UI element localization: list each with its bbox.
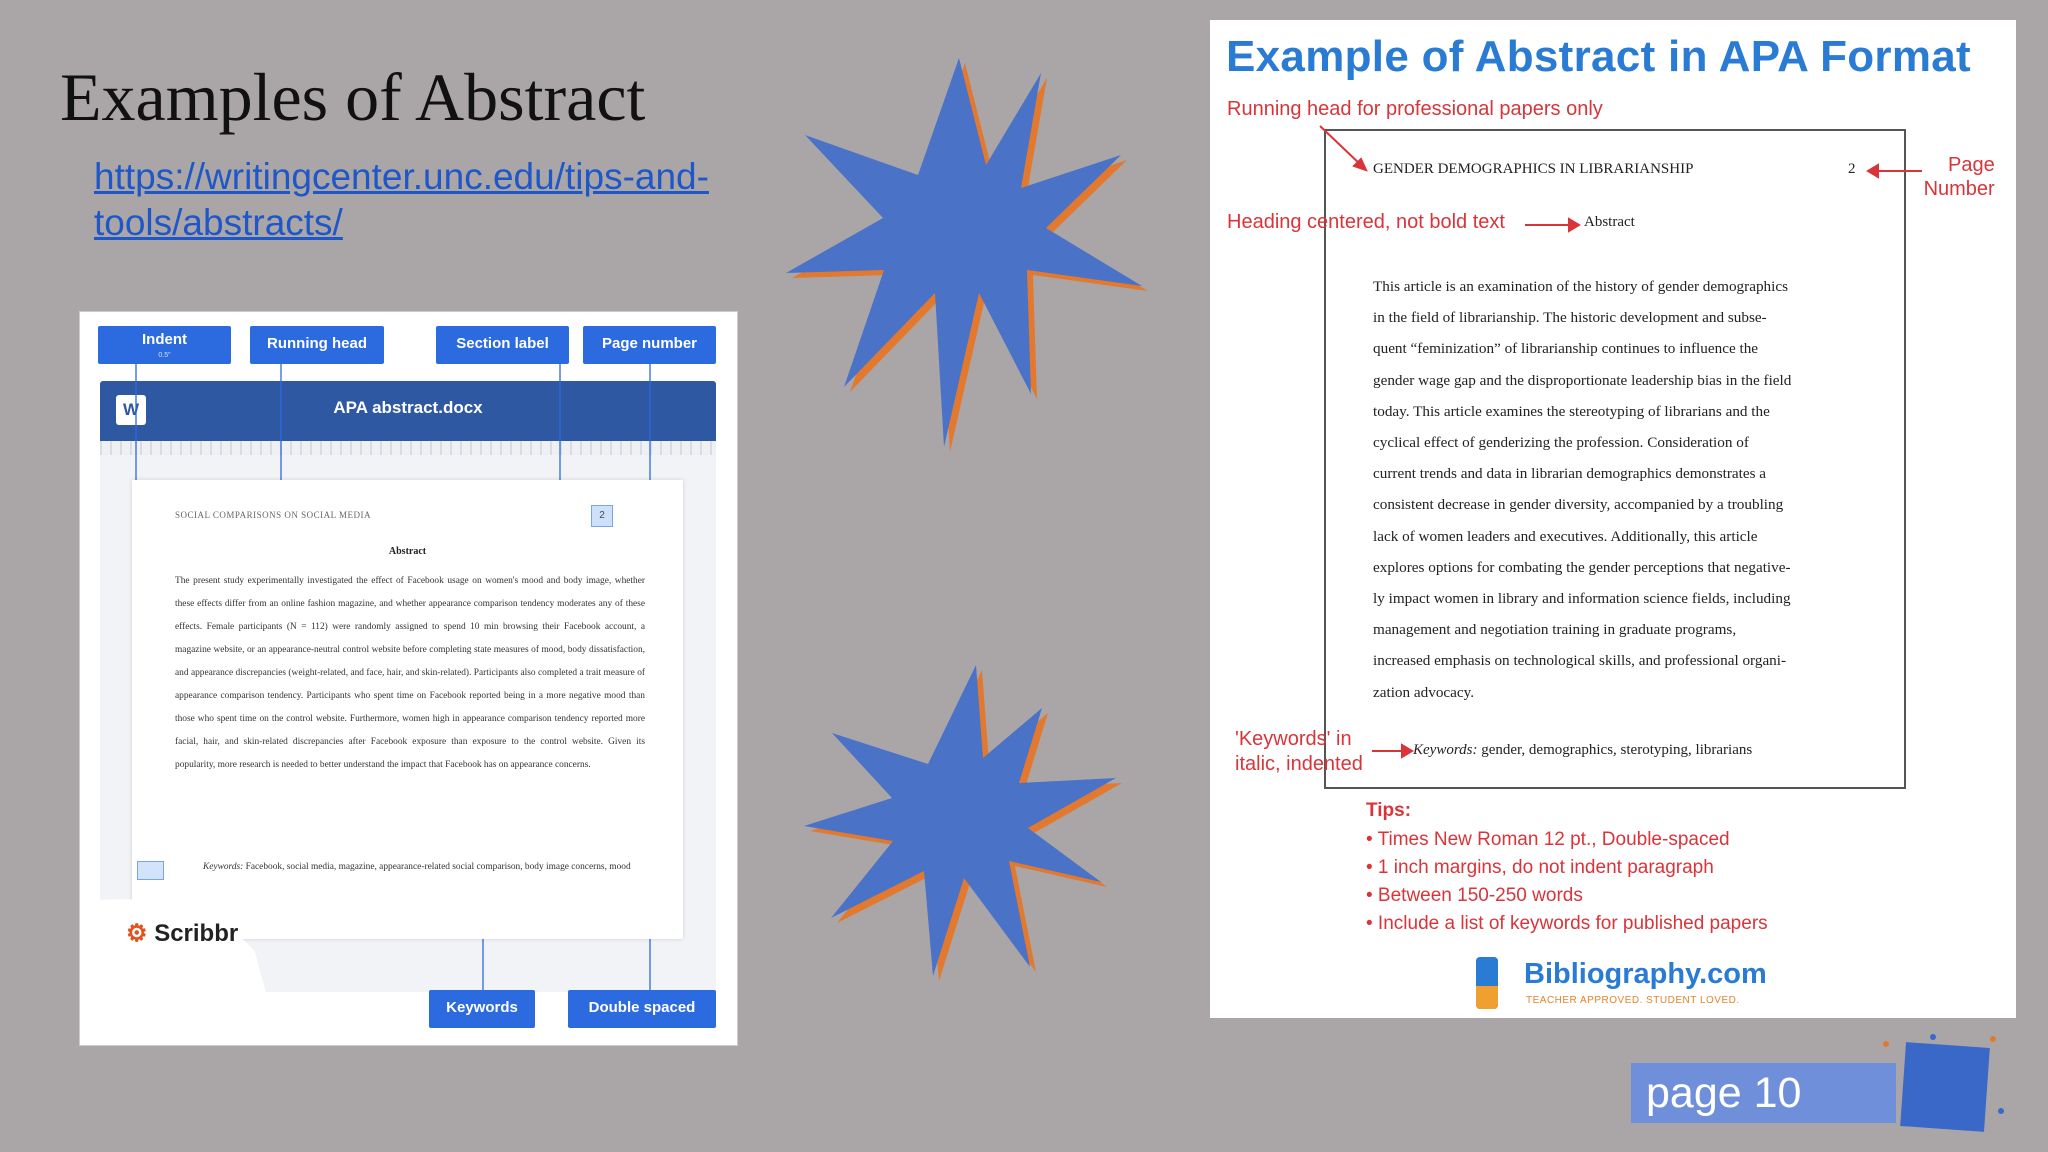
apa-running-head: GENDER DEMOGRAPHICS IN LIBRARIANSHIP <box>1373 161 1694 177</box>
scribbr-page-number: 2 <box>591 505 613 527</box>
running-head-tag: Running head <box>250 326 384 364</box>
apa-example-image <box>1210 20 2016 1018</box>
decor-dot <box>1883 1041 1889 1047</box>
apa-image-title: Example of Abstract in APA Format <box>1226 32 1971 81</box>
indent-tag: Indent 0.5" <box>98 326 231 364</box>
scribbr-abstract-text: The present study experimentally investigated the effect of Facebook usage on women's mood and body image, whether these effects differ from an online fashion magazine, and whether appearance comparison tendency moderates any of these effects. Female participants (N = 112) were randomly assigned to spend 10 min browsing their Facebook account, a magazine website, or an appearance-neutral control website before completing state measures of mood, body dissatisfaction, and appearance discrepancies (weight-related, and face, hair, and skin-related). Participants also completed a trait measure of appearance comparison tendency. Participants who spent time on Facebook reported being in a more negative mood than those who spent time on the control website. Furthermore, women high in appearance comparison tendency reported more facial, hair, and skin-related discrepancies after Facebook exposure than exposure to the control website. Given its popularity, more research is needed to better understand the impact that Facebook has on appearance concerns. <box>175 576 645 770</box>
graduation-cap-icon: ⚙ <box>126 920 148 947</box>
starburst-top <box>778 55 1158 455</box>
scribbr-logo: ⚙ Scribbr <box>126 920 239 947</box>
apa-page-number: 2 <box>1848 161 1856 177</box>
apa-abstract-text: This article is an examination of the history of gender demographics in the field of librarianship. The historic development and subse- quent “feminization” of librarianship continues to influence the gender wage gap and the disproportionate leadership bias in the field today. This article examines the stereotyping of librarians and the cyclical effect of genderizing the profession. Consideration of current trends and data in librarian demographics demonstrates a consistent decrease in gender diversity, accompanied by a troubling lack of women leaders and executives. Additionally, this article explores options for combating the gender perceptions that negative- ly impact women in library and information science fields, including management and negotiation training in graduate programs, increased emphasis on technological skills, and professional organi- zation advocacy. <box>1373 278 1792 701</box>
apa-abstract-heading: Abstract <box>1584 214 1635 230</box>
apa-keywords: Keywords: gender, demographics, sterotyping, librarians <box>1413 742 1753 758</box>
decor-dot <box>1990 1036 1996 1042</box>
scribbr-abstract-heading: Abstract <box>388 546 427 557</box>
scribbr-example-image <box>79 311 738 1046</box>
window-title: APA abstract.docx <box>333 398 483 417</box>
tip-item: • Include a list of keywords for published papers <box>1366 913 1768 934</box>
tip-item: • Times New Roman 12 pt., Double-spaced <box>1366 829 1730 850</box>
slide-title: Examples of Abstract <box>60 59 646 135</box>
tip-item: • 1 inch margins, do not indent paragraph <box>1366 857 1714 878</box>
annotation-running-head: Running head for professional papers only <box>1227 98 1603 120</box>
starburst-bottom <box>798 660 1123 990</box>
bibliography-logo-accent <box>1476 986 1498 1009</box>
page-number-tag: Page number <box>583 326 716 364</box>
section-label-tag: Section label <box>436 326 569 364</box>
scribbr-keywords: Keywords: Facebook, social media, magazine, appearance-related social comparison, body image concerns, mood <box>203 862 631 872</box>
scribbr-running-head: SOCIAL COMPARISONS ON SOCIAL MEDIA <box>175 510 372 520</box>
word-icon: W <box>116 395 146 425</box>
annotation-page-number: Page Number <box>1923 154 1995 200</box>
double-spaced-tag: Double spaced <box>568 990 716 1028</box>
annotation-heading: Heading centered, not bold text <box>1227 211 1505 233</box>
tip-item: • Between 150-250 words <box>1366 885 1583 906</box>
bibliography-brand: Bibliography.com <box>1524 958 1767 990</box>
keywords-tag: Keywords <box>429 990 535 1028</box>
abstracts-link[interactable]: https://writingcenter.unc.edu/tips-and-tools/abstracts/ <box>94 156 709 243</box>
bibliography-tagline: TEACHER APPROVED. STUDENT LOVED. <box>1526 995 1740 1006</box>
decor-dot <box>1930 1034 1936 1040</box>
decor-dot <box>1998 1108 2004 1114</box>
page-decoration <box>1900 1042 1990 1132</box>
page-number-label: page 10 <box>1646 1069 1802 1117</box>
annotation-keywords: 'Keywords' in italic, indented <box>1235 728 1363 775</box>
tips-heading: Tips: <box>1366 800 1412 821</box>
